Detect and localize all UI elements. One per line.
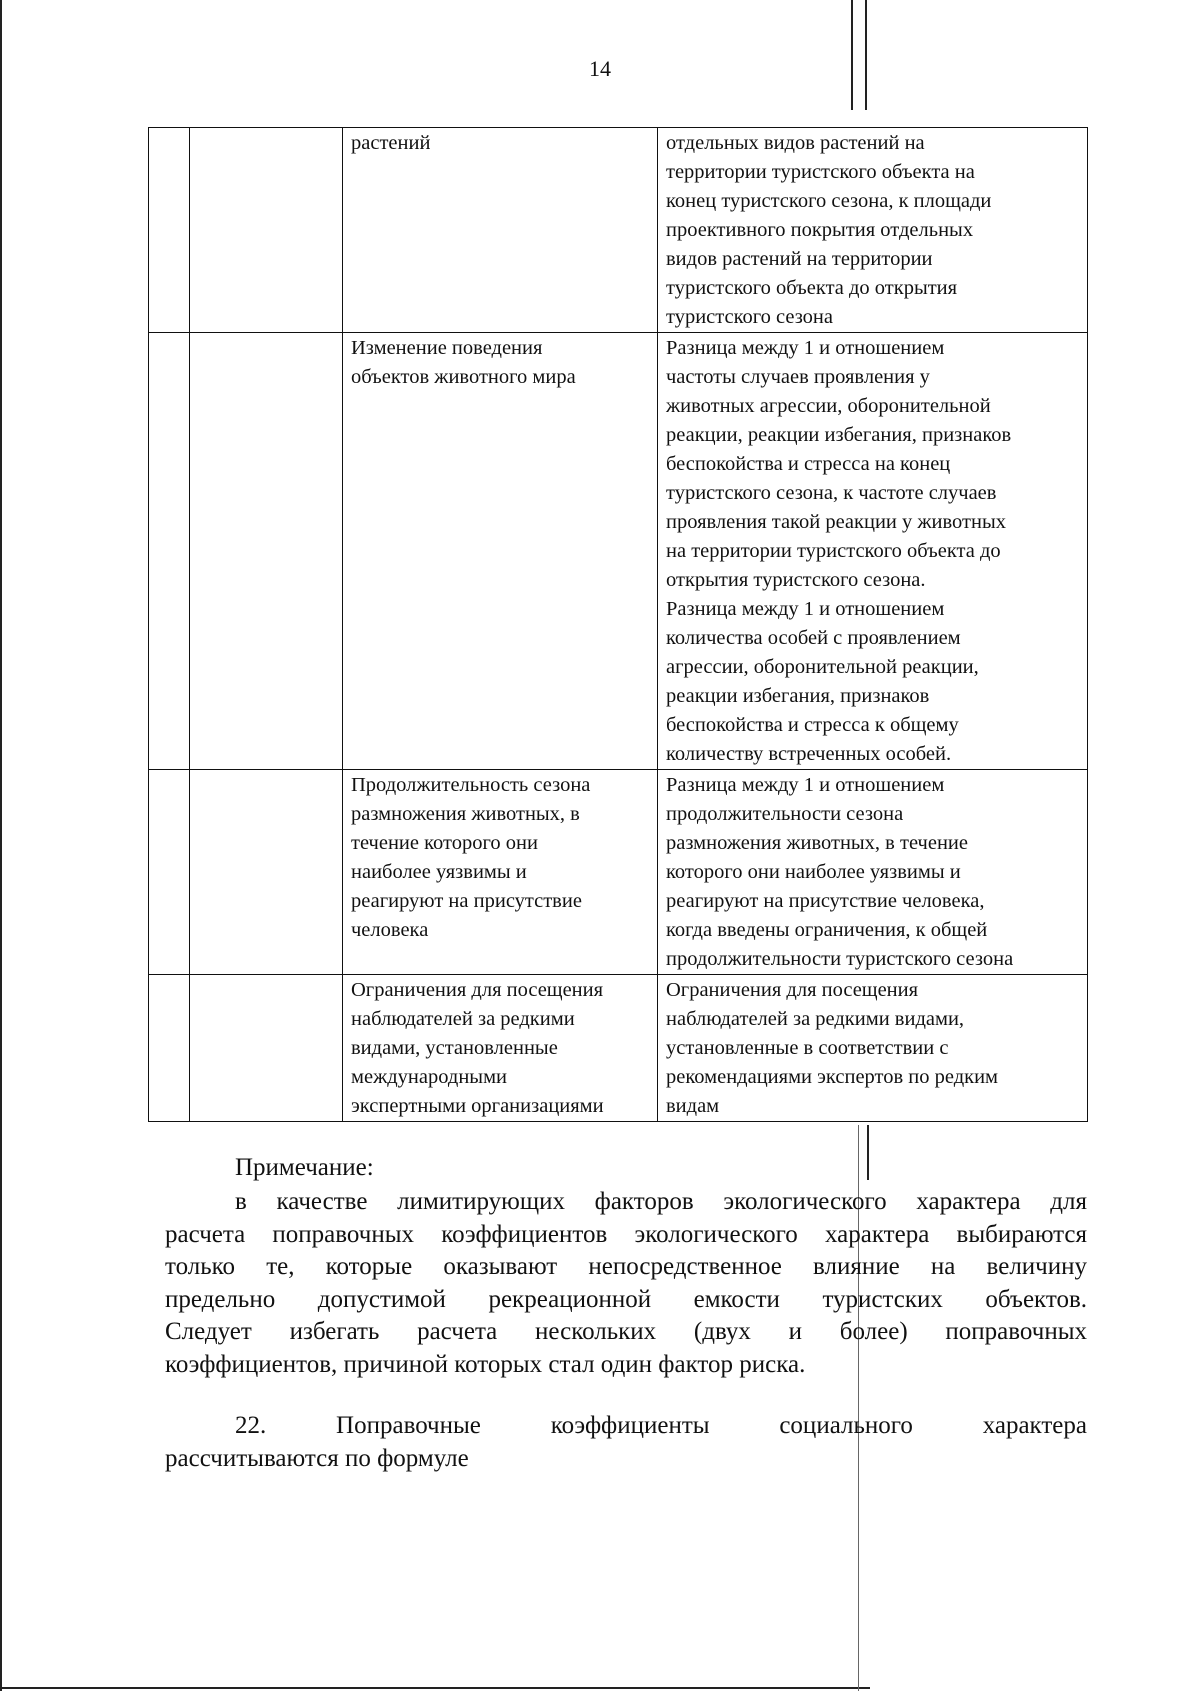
factor-text: наблюдателей за редкими — [351, 1008, 575, 1030]
method-cell — [658, 770, 1088, 975]
method-text: на территории туристского объекта до — [666, 540, 1001, 562]
method-text: реагируют на присутствие человека, — [666, 890, 985, 912]
method-text: размножения животных, в течение — [666, 832, 968, 854]
method-text: Разница между 1 и отношением — [666, 337, 945, 359]
paragraph-line: рассчитываются по формуле — [165, 1444, 469, 1472]
method-text: когда введены ограничения, к общей — [666, 919, 988, 941]
method-text: наблюдателей за редкими видами, — [666, 1008, 965, 1030]
factor-text: объектов животного мира — [351, 366, 576, 388]
method-text: рекомендациями экспертов по редким — [666, 1066, 999, 1088]
method-text: частоты случаев проявления у — [666, 366, 930, 388]
table-row — [149, 333, 1088, 770]
method-text: Разница между 1 и отношением — [666, 774, 945, 796]
number-cell — [149, 128, 190, 333]
method-text: видам — [666, 1095, 720, 1117]
note-line: в качестве лимитирующих факторов экологического характера для — [235, 1188, 1087, 1215]
method-text: туристского сезона, к частоте случаев — [666, 482, 997, 504]
method-text: реакции, реакции избегания, признаков — [666, 424, 1012, 446]
factor-text: человека — [351, 919, 429, 941]
factor-text: размножения животных, в — [351, 803, 580, 825]
group-cell — [190, 128, 343, 333]
paragraph-22 — [165, 1410, 1087, 1475]
factor-text: реагируют на присутствие — [351, 890, 582, 912]
method-text: продолжительности сезона — [666, 803, 904, 825]
table-row — [149, 770, 1088, 975]
method-text: беспокойства и стресса на конец — [666, 453, 951, 475]
method-text: Ограничения для посещения — [666, 979, 919, 1001]
page-number: 14 — [589, 56, 611, 81]
group-cell — [190, 770, 343, 975]
criteria-table — [148, 127, 1088, 1122]
method-text: видов растений на территории — [666, 248, 933, 270]
note-line: расчета поправочных коэффициентов экологического характера выбираются — [165, 1220, 1087, 1248]
note-label: Примечание: — [235, 1154, 374, 1181]
note-line: только те, которые оказывают непосредственное влияние на величину — [165, 1253, 1087, 1280]
note-text — [165, 1186, 1087, 1381]
method-text: животных агрессии, оборонительной — [666, 395, 991, 417]
method-text: туристского объекта до открытия — [666, 277, 958, 299]
method-text: количеству встреченных особей. — [666, 743, 952, 765]
method-text: туристского сезона — [666, 306, 834, 328]
group-cell — [190, 333, 343, 770]
scan-fold-line-1 — [851, 0, 853, 110]
method-text: открытия туристского сезона. — [666, 569, 926, 591]
factor-cell — [343, 333, 658, 770]
factor-text: видами, установленные — [351, 1037, 558, 1059]
method-text: отдельных видов растений на — [666, 132, 925, 154]
factor-text: Ограничения для посещения — [351, 979, 604, 1001]
method-text: агрессии, оборонительной реакции, — [666, 656, 979, 678]
method-cell — [658, 975, 1088, 1122]
paragraph-line: 22. Поправочные коэффициенты социального характера — [235, 1412, 1087, 1439]
method-text: продолжительности туристского сезона — [666, 948, 1014, 970]
factor-text: экспертными организациями — [351, 1095, 604, 1117]
factor-cell — [343, 128, 658, 333]
method-text: проявления такой реакции у животных — [666, 511, 1006, 533]
number-cell — [149, 333, 190, 770]
method-text: беспокойства и стресса к общему — [666, 714, 959, 736]
factor-text: течение которого они — [351, 832, 538, 854]
method-text: Разница между 1 и отношением — [666, 598, 945, 620]
method-text: установленные в соответствии с — [666, 1037, 949, 1059]
method-text: территории туристского объекта на — [666, 161, 975, 183]
factor-text: растений — [351, 132, 431, 154]
factor-text: международными — [351, 1066, 508, 1088]
scan-fold-line-2 — [865, 0, 867, 110]
factor-text: наиболее уязвимы и — [351, 861, 527, 883]
scan-bottom-border — [0, 1687, 870, 1689]
method-cell — [658, 128, 1088, 333]
method-text: реакции избегания, признаков — [666, 685, 930, 707]
method-cell — [658, 333, 1088, 770]
table-row — [149, 975, 1088, 1122]
number-cell — [149, 770, 190, 975]
method-text: конец туристского сезона, к площади — [666, 190, 992, 212]
method-text: количества особей с проявлением — [666, 627, 961, 649]
factor-cell — [343, 770, 658, 975]
scan-left-border — [0, 0, 2, 1691]
factor-text: Изменение поведения — [351, 337, 543, 359]
method-text: которого они наиболее уязвимы и — [666, 861, 961, 883]
note-line: коэффициентов, причиной которых стал один фактор риска. — [165, 1350, 806, 1378]
factor-text: Продолжительность сезона — [351, 774, 591, 796]
table-row — [149, 128, 1088, 333]
factor-cell — [343, 975, 658, 1122]
group-cell — [190, 975, 343, 1122]
note-line: Следует избегать расчета нескольких (двух и более) поправочных — [165, 1318, 1087, 1345]
note-line: предельно допустимой рекреационной емкости туристских объектов. — [165, 1285, 1087, 1313]
method-text: проективного покрытия отдельных — [666, 219, 974, 241]
number-cell — [149, 975, 190, 1122]
